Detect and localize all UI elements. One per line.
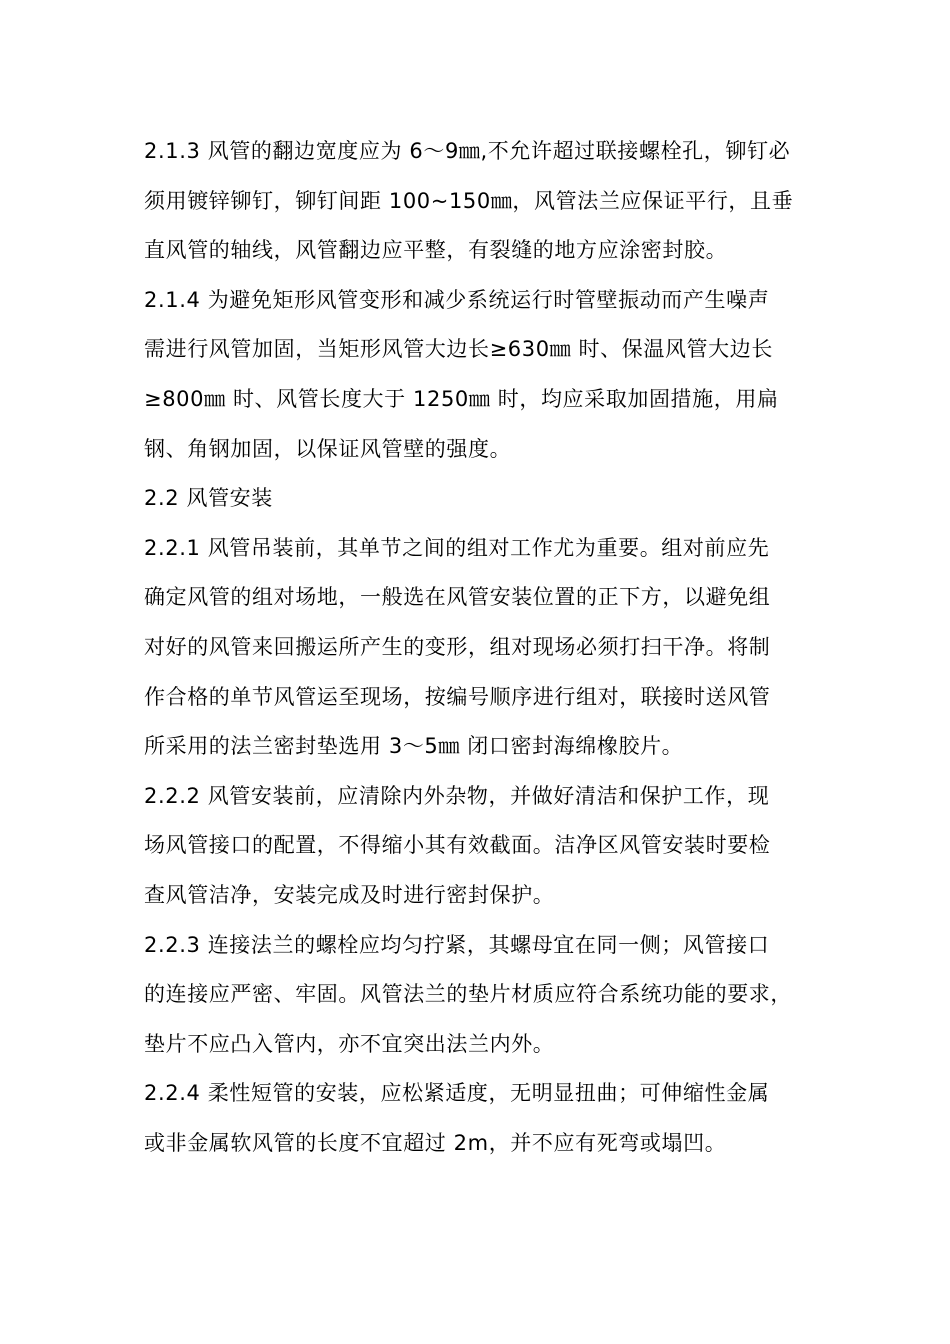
text-line: 场风管接口的配置，不得缩小其有效截面。洁净区风管安装时要检 — [144, 833, 771, 858]
text-line: 2.2.1 风管吊装前，其单节之间的组对工作尤为重要。组对前应先 — [144, 535, 770, 560]
document-body — [144, 131, 808, 1172]
text-line: 2.2.3 连接法兰的螺栓应均匀拧紧，其螺母宜在同一侧；风管接口 — [144, 932, 770, 957]
text-line: 所采用的法兰密封垫选用 3～5㎜ 闭口密封海绵橡胶片。 — [144, 734, 684, 759]
text-line: 查风管洁净，安装完成及时进行密封保护。 — [144, 882, 555, 907]
text-line: 或非金属软风管的长度不宜超过 2m，并不应有死弯或塌凹。 — [144, 1130, 727, 1155]
text-line: 确定风管的组对场地，一般选在风管安装位置的正下方，以避免组 — [144, 585, 771, 610]
text-line: 对好的风管来回搬运所产生的变形，组对现场必须打扫干净。将制 — [144, 634, 771, 659]
text-line: 2.2.2 风管安装前，应清除内外杂物，并做好清洁和保护工作，现 — [144, 783, 770, 808]
text-line: ≥800㎜ 时、风管长度大于 1250㎜ 时，均应采取加固措施，用扁 — [144, 386, 779, 411]
text-line: 作合格的单节风管运至现场，按编号顺序进行组对，联接时送风管 — [144, 684, 771, 709]
text-line: 2.1.3 风管的翻边宽度应为 6～9㎜,不允许超过联接螺栓孔，铆钉必 — [144, 139, 791, 163]
text-line: 的连接应严密、牢固。风管法兰的垫片材质应符合系统功能的要求， — [144, 982, 792, 1007]
text-line: 2.2.4 柔性短管的安装，应松紧适度，无明显扭曲；可伸缩性金属 — [144, 1081, 770, 1106]
text-line: 直风管的轴线，风管翻边应平整，有裂缝的地方应涂密封胶。 — [144, 238, 728, 263]
text-line: 钢、角钢加固，以保证风管壁的强度。 — [144, 436, 512, 461]
text-line: 需进行风管加固，当矩形风管大边长≥630㎜ 时、保温风管大边长 — [144, 337, 773, 362]
text-line: 垫片不应凸入管内，亦不宜突出法兰内外。 — [144, 1031, 555, 1056]
text-line: 2.1.4 为避免矩形风管变形和减少系统运行时管壁振动而产生噪声 — [144, 287, 770, 312]
section-heading: 2.2 风管安装 — [144, 486, 273, 511]
text-line: 须用镀锌铆钉，铆钉间距 100~150㎜，风管法兰应保证平行，且垂 — [144, 188, 794, 213]
